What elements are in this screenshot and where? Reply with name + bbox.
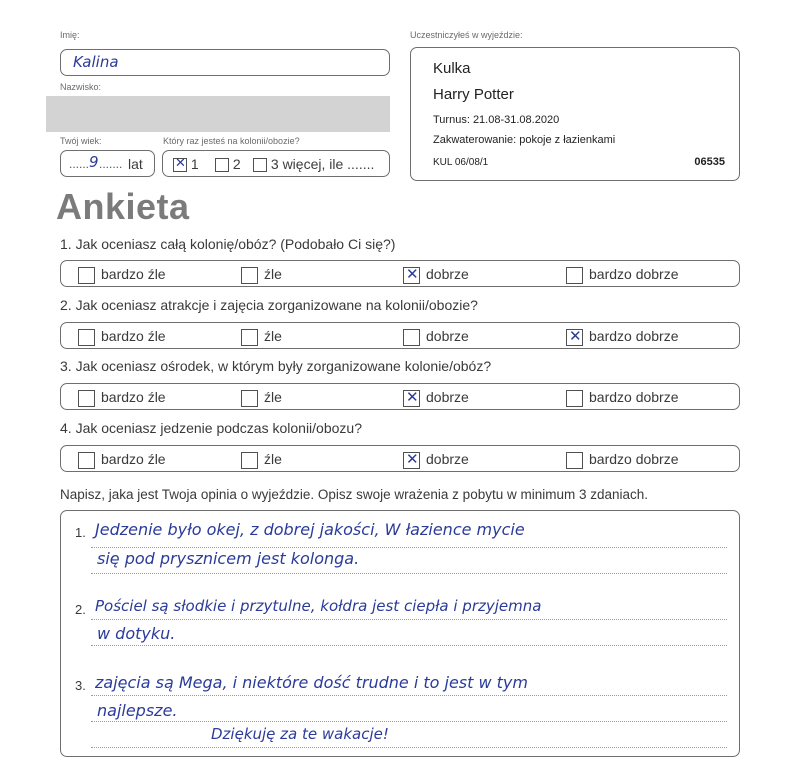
opinion-item-1-line-2: się pod prysznicem jest kolonga.: [97, 549, 360, 568]
q4-option-zle[interactable]: [241, 451, 282, 469]
camp-number: 06535: [694, 156, 725, 168]
opinion-item-3-line-1: zajęcia są Mega, i niektóre dość trudne i to jest w tym: [95, 673, 528, 692]
which-time-field[interactable]: [162, 150, 390, 177]
q4-label-2: źle: [264, 451, 282, 467]
opinion-line: [91, 747, 727, 748]
question-1-text: Jak oceniasz całą kolonię/obóz? (Podobało Ci się?): [75, 236, 396, 252]
q3-checkbox-2[interactable]: [241, 390, 258, 407]
survey-title: Ankieta: [56, 186, 190, 227]
question-4-options: [60, 445, 740, 472]
turnus: Turnus: 21.08-31.08.2020: [433, 114, 560, 126]
q4-checkbox-4[interactable]: [566, 452, 583, 469]
question-4-text: Jak oceniasz jedzenie podczas kolonii/obozu?: [75, 420, 362, 436]
q1-option-bardzo-dobrze[interactable]: [566, 266, 679, 284]
q3-checkbox-4[interactable]: [566, 390, 583, 407]
q3-option-zle[interactable]: [241, 389, 282, 407]
q3-label-4: bardzo dobrze: [589, 389, 679, 405]
age-dots-after: .......: [99, 157, 123, 171]
opinion-line: [91, 695, 727, 696]
q4-mark-3: ✕: [406, 449, 419, 468]
q4-checkbox-3[interactable]: [403, 449, 420, 469]
question-2-options: [60, 322, 740, 349]
q2-option-bardzo-zle[interactable]: [78, 328, 166, 346]
surname-label: Nazwisko:: [60, 82, 102, 92]
participant-box: [410, 47, 740, 181]
q1-checkbox-1[interactable]: [78, 267, 95, 284]
checkbox-3[interactable]: [253, 158, 267, 172]
checkbox-2[interactable]: [215, 158, 229, 172]
question-2-number: 2.: [60, 297, 72, 313]
q3-option-dobrze[interactable]: [403, 389, 469, 407]
q4-checkbox-2[interactable]: [241, 452, 258, 469]
q4-option-bardzo-zle[interactable]: [78, 451, 166, 469]
opinion-item-2-number: 2.: [75, 602, 86, 617]
q3-label-3: dobrze: [426, 389, 469, 405]
opinion-item-3-line-2: najlepsze.: [97, 701, 178, 720]
opinion-box[interactable]: [60, 510, 740, 757]
q1-label-2: źle: [264, 266, 282, 282]
age-value: 9: [89, 153, 99, 171]
q4-label-1: bardzo źle: [101, 451, 166, 467]
camp-theme: Harry Potter: [433, 86, 514, 103]
q3-mark-3: ✕: [406, 387, 419, 406]
q3-label-2: źle: [264, 389, 282, 405]
age-unit: lat: [128, 156, 143, 172]
question-1-options: [60, 260, 740, 287]
q2-label-4: bardzo dobrze: [589, 328, 679, 344]
question-1-number: 1.: [60, 236, 72, 252]
q1-label-1: bardzo źle: [101, 266, 166, 282]
q4-option-bardzo-dobrze[interactable]: [566, 451, 679, 469]
age-dots-before: ......: [69, 157, 90, 171]
which-time-label: Który raz jesteś na kolonii/obozie?: [163, 136, 300, 146]
opinion-line: [91, 721, 727, 722]
surname-redaction: [46, 96, 390, 132]
q4-label-4: bardzo dobrze: [589, 451, 679, 467]
age-label: Twój wiek:: [60, 136, 102, 146]
checkbox-1[interactable]: [173, 158, 187, 172]
which-time-option-1[interactable]: [173, 156, 199, 172]
opinion-item-2-line-2: w dotyku.: [97, 624, 176, 643]
opinion-item-1-number: 1.: [75, 525, 86, 540]
which-time-option-2-label: 2: [232, 156, 241, 172]
question-2: [60, 297, 478, 313]
q2-label-2: źle: [264, 328, 282, 344]
q3-option-bardzo-zle[interactable]: [78, 389, 166, 407]
camp-code: KUL 06/08/1: [433, 157, 489, 168]
question-3-number: 3.: [60, 358, 72, 374]
name-label: Imię:: [60, 30, 80, 40]
q1-option-dobrze[interactable]: [403, 266, 469, 284]
which-time-option-3[interactable]: [253, 156, 374, 172]
question-3: [60, 358, 491, 374]
name-field[interactable]: [60, 49, 390, 76]
age-field[interactable]: [60, 150, 155, 177]
q1-label-3: dobrze: [426, 266, 469, 282]
q1-option-bardzo-zle[interactable]: [78, 266, 166, 284]
q3-checkbox-3[interactable]: [403, 387, 420, 407]
q3-checkbox-1[interactable]: [78, 390, 95, 407]
question-3-options: [60, 383, 740, 410]
q1-mark-3: ✕: [406, 264, 419, 283]
opinion-line: [91, 547, 727, 548]
which-time-option-1-label: 1: [190, 156, 199, 172]
q1-checkbox-2[interactable]: [241, 267, 258, 284]
q1-checkbox-3[interactable]: [403, 264, 420, 284]
opinion-prompt: Napisz, jaka jest Twoja opinia o wyjeździe. Opisz swoje wrażenia z pobytu w minimum 3 zdaniach.: [60, 487, 649, 502]
q3-label-1: bardzo źle: [101, 389, 166, 405]
q4-label-3: dobrze: [426, 451, 469, 467]
opinion-thanks: Dziękuję za te wakacje!: [211, 725, 389, 743]
opinion-item-2-line-1: Pościel są słodkie i przytulne, kołdra jest ciepła i przyjemna: [95, 597, 542, 615]
checkbox-1-mark: ✕: [175, 156, 186, 172]
q2-checkbox-1[interactable]: [78, 329, 95, 346]
name-value: Kalina: [73, 53, 119, 71]
q2-label-3: dobrze: [426, 328, 469, 344]
question-4: [60, 420, 362, 436]
opinion-line: [91, 573, 727, 574]
q4-checkbox-1[interactable]: [78, 452, 95, 469]
q2-option-dobrze[interactable]: [403, 328, 469, 346]
participant-label: Uczestniczyłeś w wyjeździe:: [410, 30, 523, 40]
q4-option-dobrze[interactable]: [403, 451, 469, 469]
q2-label-1: bardzo źle: [101, 328, 166, 344]
q1-checkbox-4[interactable]: [566, 267, 583, 284]
q2-option-bardzo-dobrze[interactable]: [566, 328, 679, 346]
accommodation: Zakwaterowanie: pokoje z łazienkami: [433, 134, 616, 146]
q2-checkbox-3[interactable]: [403, 329, 420, 346]
q2-option-zle[interactable]: [241, 328, 282, 346]
q2-checkbox-4[interactable]: [566, 326, 583, 346]
camp-name: Kulka: [433, 60, 471, 77]
opinion-line: [91, 619, 727, 620]
question-1: [60, 236, 395, 252]
which-time-option-2[interactable]: [215, 156, 241, 172]
question-4-number: 4.: [60, 420, 72, 436]
q1-option-zle[interactable]: [241, 266, 282, 284]
opinion-item-3-number: 3.: [75, 678, 86, 693]
opinion-item-1-line-1: Jedzenie było okej, z dobrej jakości, W łazience mycie: [95, 520, 525, 539]
q1-label-4: bardzo dobrze: [589, 266, 679, 282]
q3-option-bardzo-dobrze[interactable]: [566, 389, 679, 407]
q2-checkbox-2[interactable]: [241, 329, 258, 346]
which-time-option-3-label: 3 więcej, ile .......: [270, 156, 375, 172]
question-3-text: Jak oceniasz ośrodek, w którym były zorganizowane kolonie/obóz?: [75, 358, 492, 374]
question-2-text: Jak oceniasz atrakcje i zajęcia zorganizowane na kolonii/obozie?: [75, 297, 478, 313]
opinion-line: [91, 645, 727, 646]
q2-mark-4: ✕: [569, 326, 582, 345]
